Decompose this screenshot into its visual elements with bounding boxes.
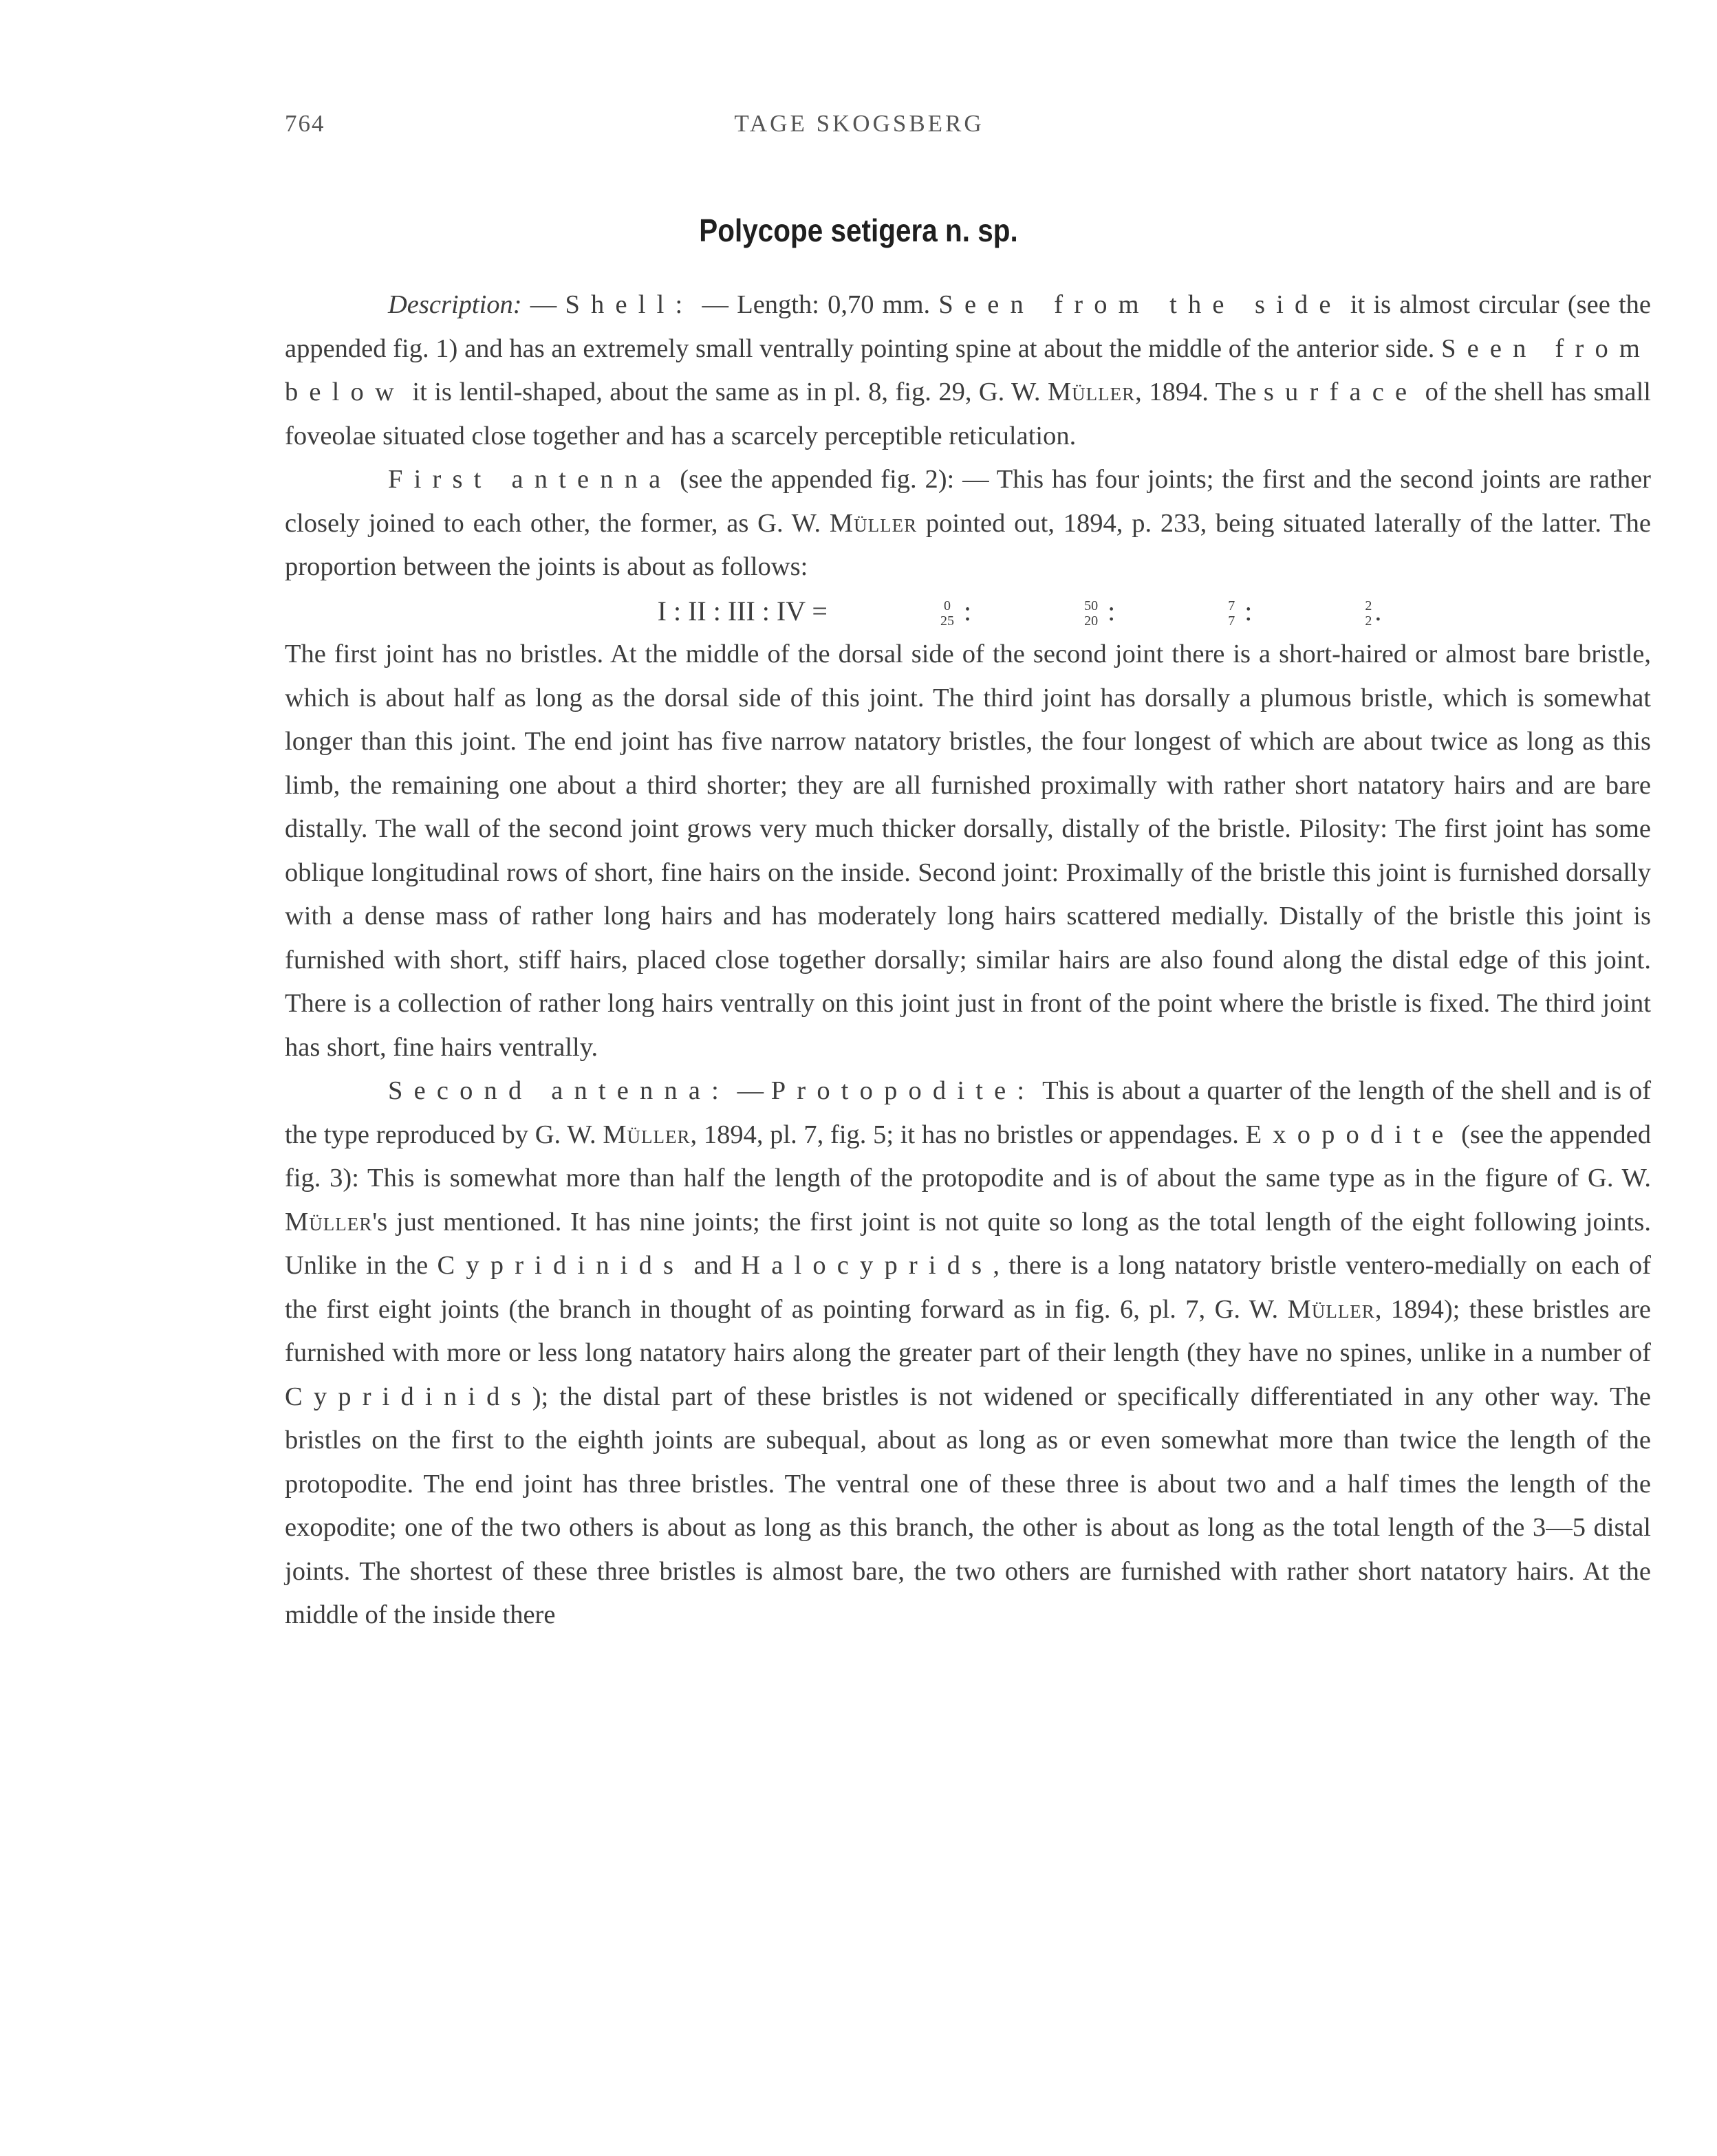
spaced-term-cypridinids: Cypridinids <box>437 1251 685 1280</box>
fraction-denominator: 7 <box>1228 613 1235 629</box>
formula-end: . <box>1374 595 1382 627</box>
author-name: Müller <box>285 1207 373 1237</box>
fraction <box>1262 598 1372 629</box>
text-run: it is almost circular (see the appended fig. 1) and has an extremely small ventrally pointing spine at about the middle of the anterior side. <box>285 290 1652 363</box>
fraction <box>837 598 954 629</box>
text-run: pointed out, 1894, p. 233, being situated laterally of the latter. The proportion between the joints is about as follows: <box>285 508 1652 581</box>
text-run: This is about a quarter of the length of the shell and is of the type reproduced by G. W. <box>285 1076 1652 1149</box>
text-run: — Length: 0,70 mm. <box>693 290 939 319</box>
fraction <box>981 598 1098 629</box>
formula-lhs: I : II : III : IV = <box>657 595 834 627</box>
formula-separator: : <box>1101 595 1123 627</box>
text-run: 's just mentioned. It has nine joints; the first joint is not quite so long as the total length of the eight following joints. Unlike in the <box>285 1207 1651 1280</box>
text-run: , there is a long natatory bristle ventero-medially on each of the first eight joints (the branch in thought of as pointing forward as in fig. 6, pl. 7, G. W. <box>285 1251 1651 1324</box>
paragraph-first-antenna <box>285 458 1651 589</box>
spaced-term-halocyprids: Halocyprids <box>741 1251 993 1280</box>
author-name: Müller <box>829 508 918 538</box>
text-run: it is lentil-shaped, about the same as in pl. 8, fig. 29, G. W. <box>404 378 1048 406</box>
spaced-term-exopodite: Exopodite <box>1245 1120 1455 1149</box>
formula-separator: : <box>1238 595 1260 627</box>
text-run: , 1894); these bristles are furnished with more or less long natatory hairs along the greater part of their length (they have no spines, unlike in a number of <box>285 1294 1651 1367</box>
paragraph-first-antenna-details: The first joint has no bristles. At the middle of the dorsal side of the second joint there is a short-haired or almost bare bristle, which is about half as long as the dorsal side of this joint. The third joint has dorsally a plumous bristle, which is somewhat longer than this joint. The end joint has five narrow natatory bristles, the four longest of which are about twice as long as this limb, the remaining one about a third shorter; they are all furnished proximally with rather short natatory hairs and are bare distally. The wall of the second joint grows very much thicker dorsally, distally of the bristle. Pilosity: The first joint has some oblique longitudinal rows of short, fine hairs on the inside. Second joint: Proximally of the bristle this joint is furnished dorsally with a dense mass of rather long hairs and has moderately long hairs scattered medially. Distally of the bristle this joint is furnished with short, stiff hairs, placed close together dorsally; similar hairs are also found along the distal edge of this joint. There is a collection of rather long hairs ventrally on this joint just in front of the point where the bristle is fixed. The third joint has short, fine hairs ventrally. <box>285 640 1651 1062</box>
spaced-term-shell: Shell: <box>565 290 694 319</box>
page-number: 764 <box>285 110 325 137</box>
author-name: Müller <box>1287 1294 1375 1324</box>
text-run: ); the distal part of these bristles is not widened or specifically differentiated in any other way. The bristles on the first to the eighth joints are subequal, about as long as or even somewhat more than twice the length of the protopodite. The end joint has three bristles. The ventral one of these three is about two and a half times the length of the exopodite; one of the two others is about as long as this branch, the other is about as long as the total length of the 3—5 distal joints. The shortest of these three bristles is almost bare, the two others are furnished with rather short natatory hairs. At the middle of the inside there <box>285 1382 1651 1629</box>
running-title: TAGE SKOGSBERG <box>734 110 984 137</box>
spaced-term-seen-from-below: Seen from below <box>285 334 1651 406</box>
spaced-term-first-antenna: First antenna <box>388 465 672 494</box>
fraction-denominator: 25 <box>940 613 954 629</box>
text-run: , 1894, pl. 7, fig. 5; it has no bristles or appendages. <box>690 1120 1246 1149</box>
text-run: and <box>684 1251 742 1280</box>
fraction-numerator: 2 <box>1365 598 1372 614</box>
text-run: , 1894. The <box>1135 378 1264 406</box>
fraction-denominator: 2 <box>1365 613 1372 629</box>
fraction-numerator: 7 <box>1228 598 1235 614</box>
formula-separator: : <box>956 595 979 627</box>
spaced-term-second-antenna: Second antenna: <box>388 1076 730 1105</box>
text-run: (see the appended fig. 2): — This has four joints; the first and the second joints are rather closely joined to each other, the former, as G. W. <box>285 465 1652 538</box>
fraction-numerator: 50 <box>1084 598 1099 614</box>
spaced-term-surface: surface <box>1263 378 1418 406</box>
paragraph-description <box>285 283 1651 458</box>
spaced-term-protopodite: Protopodite: <box>770 1076 1036 1105</box>
author-name: Müller <box>1047 378 1136 406</box>
text-run: of the shell has small foveolae situated close together and has a scarcely perceptible reticulation. <box>285 378 1651 450</box>
text-run: — <box>521 290 565 319</box>
description-lead: Description: <box>388 290 522 319</box>
text-run: — <box>729 1076 771 1105</box>
spaced-term-seen-from-side: Seen from the side <box>938 290 1342 319</box>
text-run: (see the appended fig. 3): This is somewhat more than half the length of the protopodite and is of about the same type as in the figure of G. W. <box>285 1120 1652 1193</box>
species-title: Polycope setigera n. sp. <box>699 213 1018 248</box>
body-text <box>285 283 1651 1637</box>
author-name: Müller <box>603 1120 691 1149</box>
paragraph-second-antenna <box>285 1069 1651 1637</box>
fraction-denominator: 20 <box>1084 613 1099 629</box>
running-head <box>285 110 1434 144</box>
spaced-term-cypridinids: Cypridinids <box>285 1382 532 1411</box>
fraction-numerator: 0 <box>943 598 951 614</box>
fraction <box>1125 598 1235 629</box>
joint-proportion-formula <box>285 589 1651 633</box>
